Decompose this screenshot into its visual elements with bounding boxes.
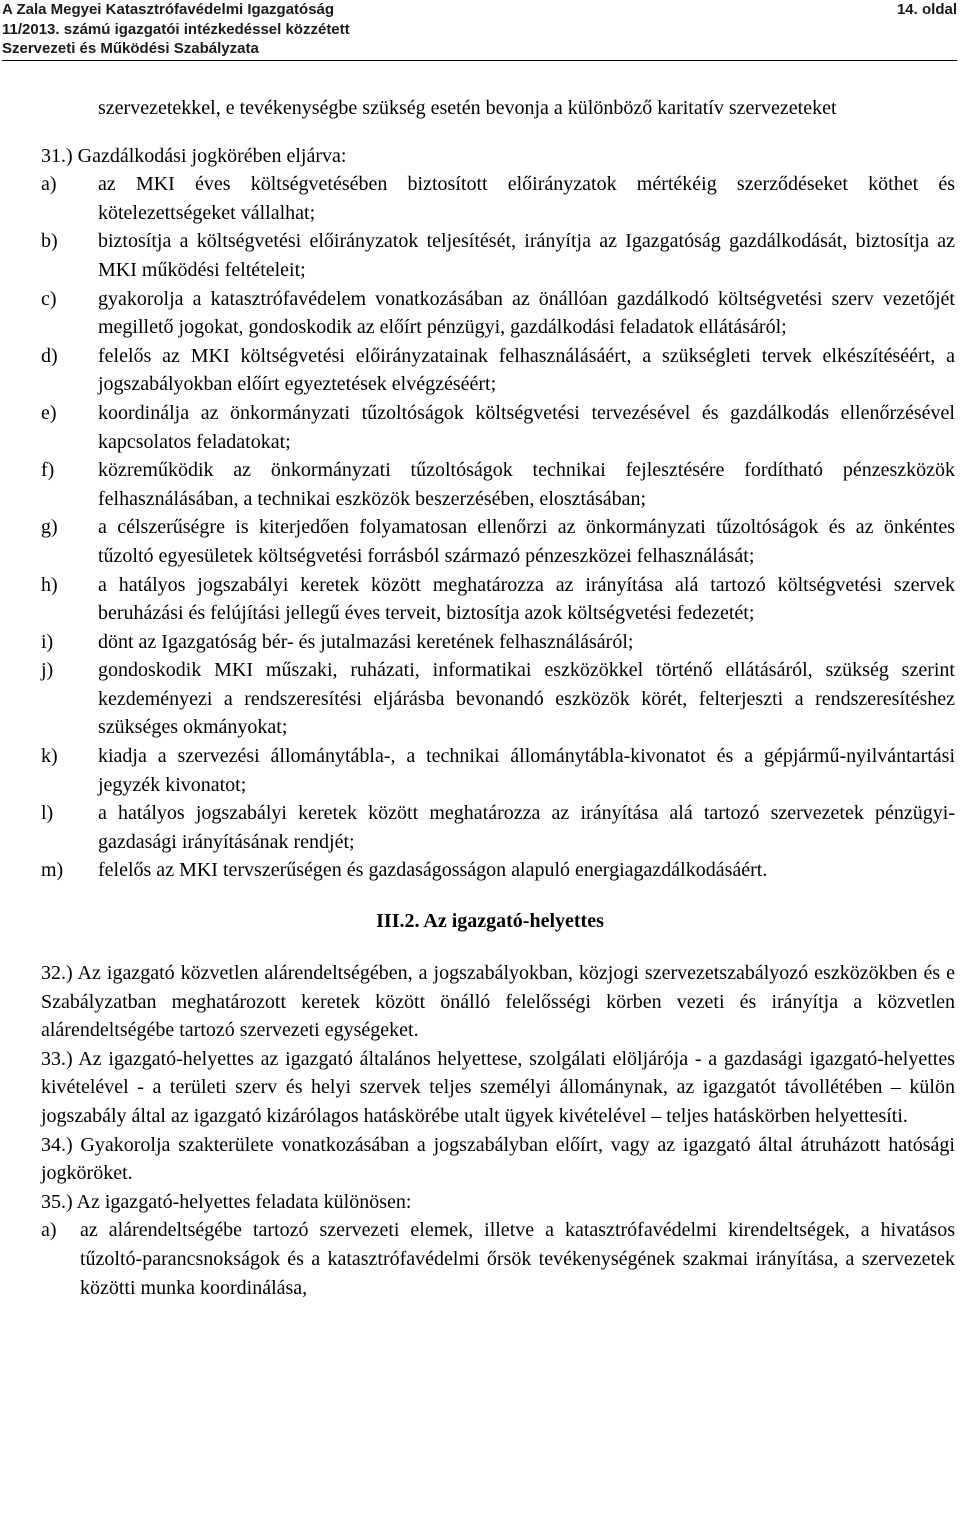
- page-number: 14. oldal: [896, 1, 957, 18]
- list-item-marker: l): [41, 802, 54, 825]
- list-item-text: gondoskodik MKI műszaki, ruházati, informatikai eszközökkel történő ellátásáról, szükség szerint kezdeményezi a rendszeresítési eljárásba bevonandó eszközök körét, felterjeszti a rendszeresítéshez szükséges okmányokat;: [98, 659, 955, 739]
- header-divider: [2, 60, 957, 61]
- list-item-text: a hatályos jogszabályi keretek között meghatározza az irányítása alá tartozó szervezetek pénzügyi-gazdasági irányításának rendjét;: [98, 802, 955, 853]
- header-row-3: [2, 39, 957, 59]
- list-item-marker: k): [41, 745, 58, 768]
- list-item-text: dönt az Igazgatóság bér- és jutalmazási keretének felhasználásáról;: [98, 630, 634, 653]
- list-item-text: a célszerűségre is kiterjedően folyamatosan ellenőrzi az önkormányzati tűzoltóságok és az önkéntes tűzoltó egyesületek költségvetési forrásból származó pénzeszközei felhasználását;: [98, 516, 955, 567]
- list-item-text: a hatályos jogszabályi keretek között meghatározza az irányítása alá tartozó költségvetési szervek beruházási és felújítási jellegű éves terveit, biztosítja azok költségvetési fedezetét;: [98, 573, 955, 625]
- list-item-marker: a): [41, 1219, 57, 1242]
- list-item-marker: i): [41, 630, 54, 653]
- paragraph-31-list: [0, 170, 960, 885]
- list-item-marker: j): [41, 659, 54, 682]
- paragraph-31-lead: 31.) Gazdálkodási jogkörében eljárva:: [41, 144, 347, 167]
- section-title: III.2. Az igazgató-helyettes: [376, 910, 604, 933]
- list-item: [41, 742, 955, 799]
- list-item-text: kiadja a szervezési állománytábla-, a technikai állománytábla-kivonatot és a gépjármű-nyilvántartási jegyzék kivonatot;: [98, 745, 955, 796]
- list-item-text: az MKI éves költségvetésében biztosított előirányzatok mértékéig szerződéseket köthet és kötelezettségeket vállalhat;: [98, 173, 955, 224]
- list-item-marker: b): [41, 230, 58, 253]
- list-item: [41, 628, 955, 657]
- list-item-marker: a): [41, 173, 57, 196]
- paragraph-33: 33.) Az igazgató-helyettes az igazgató általános helyettese, szolgálati elöljárója - a gazdasági igazgató-helyettes kivételével - a területi szerv és helyi szervek teljes személyi állománynak, az igazgatót távollétében – külön jogszabály által az igazgató kizárólagos hatáskörébe utalt ügyek kivételével – teljes hatáskörben helyettesíti.: [41, 1047, 955, 1127]
- list-item: [41, 799, 955, 856]
- list-item-text: közreműködik az önkormányzati tűzoltóságok technikai fejlesztésére fordítható pénzeszközök felhasználásában, a technikai eszközök beszerzésében, elosztásában;: [98, 459, 955, 510]
- list-item: [41, 285, 955, 342]
- header-decree: 11/2013. számú igazgatói intézkedéssel közzétett: [2, 20, 350, 38]
- header-row-2: [2, 20, 957, 40]
- list-item: [41, 856, 955, 885]
- paragraph-35-list: [0, 1216, 960, 1302]
- list-item: [41, 1216, 955, 1302]
- list-item-text: az alárendeltségébe tartozó szervezeti elemek, illetve a katasztrófavédelmi kirendeltségek, a hivatásos tűzoltó-parancsnokságok és a katasztrófavédelmi őrsök tevékenységének szakmai irányítása, a szervezetek közötti munka koordinálása,: [80, 1219, 955, 1299]
- list-item-marker: h): [41, 573, 58, 596]
- paragraph-34: 34.) Gyakorolja szakterülete vonatkozásában a jogszabályban előírt, vagy az igazgató által átruházott hatósági jogköröket.: [41, 1133, 955, 1185]
- list-item-text: biztosítja a költségvetési előirányzatok teljesítését, irányítja az Igazgatóság gazdálkodását, biztosítja az MKI működési feltételeit;: [98, 230, 955, 281]
- list-item-marker: d): [41, 344, 58, 367]
- page-header: [2, 0, 957, 59]
- list-item-text: koordinálja az önkormányzati tűzoltóságok költségvetési tervezésével és gazdálkodás ellenőrzésével kapcsolatos feladatokat;: [98, 401, 955, 453]
- document-body: [0, 94, 960, 1302]
- intro-paragraph: szervezetekkel, e tevékenységbe szükség esetén bevonja a különböző karitatív szervezeteket: [98, 97, 837, 119]
- list-item-marker: f): [41, 459, 55, 482]
- header-organization: A Zala Megyei Katasztrófavédelmi Igazgatóság: [2, 1, 335, 18]
- list-item-text: felelős az MKI tervszerűségen és gazdaságosságon alapuló energiagazdálkodásáért.: [98, 859, 768, 882]
- header-document-title: Szervezeti és Működési Szabályzata: [2, 40, 259, 57]
- list-item: [41, 227, 955, 284]
- list-item-marker: e): [41, 401, 57, 424]
- list-item-text: felelős az MKI költségvetési előirányzatainak felhasználásáért, a szükségleti tervek elkészítéséért, a jogszabályokban előírt egyeztetések elvégzéséért;: [98, 344, 955, 396]
- list-item: [41, 342, 955, 399]
- list-item-marker: c): [41, 287, 57, 310]
- list-item: [41, 571, 955, 628]
- list-item: [41, 513, 955, 570]
- list-item: [41, 456, 955, 513]
- paragraph-35-lead: 35.) Az igazgató-helyettes feladata különösen:: [41, 1190, 412, 1213]
- list-item: [41, 399, 955, 456]
- list-item-text: gyakorolja a katasztrófavédelem vonatkozásában az önállóan gazdálkodó költségvetési szerv vezetőjét megillető jogokat, gondoskodik az előírt pénzügyi, gazdálkodási feladatok ellátásáról;: [98, 287, 955, 339]
- header-row-1: [2, 0, 957, 20]
- list-item-marker: g): [41, 516, 58, 539]
- list-item: [41, 656, 955, 742]
- list-item: [41, 170, 955, 227]
- paragraph-32: 32.) Az igazgató közvetlen alárendeltségében, a jogszabályokban, közjogi szervezetszabályozó eszközökben és e Szabályzatban meghatározott keretek között önálló felelősségi körben vezeti és irányítja a közvetlen alárendeltségébe tartozó szervezeti egységeket.: [41, 962, 955, 1042]
- list-item-marker: m): [41, 859, 64, 882]
